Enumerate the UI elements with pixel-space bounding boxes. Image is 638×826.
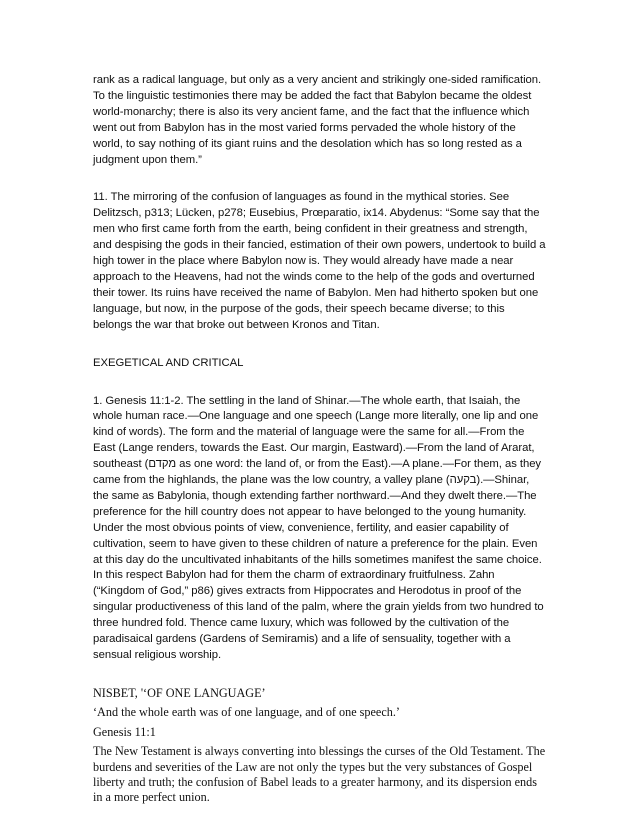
paragraph-genesis-11-1-2: 1. Genesis 11:1-2. The settling in the land of Shinar.—The whole earth, that Isaiah, the whole human race.—One language and one speech (Lange more literally, one lip and one kind of words). The form and the material of language were the same for all.—From the East (Lange renders, towards the East. Our margin, Eastward).—From the land of Ararat, southeast (מקדם as one word: the land of, or from the East).—A plane.—For them, as they came from the highlands, the plane was the low country, a valley plane (בקעה).—Shinar, the same as Babylonia, though extending farther northward.—And they dwelt there.—The preference for the hill country does not appear to have belonged to the young humanity. Under the most obvious points of view, convenience, fertility, and easier capability of cultivation, seem to have given to these children of nature a preference for the plain. Even at this day do the uncultivated inhabitants of the hills sometimes manifest the same choice. In this respect Babylon had for them the charm of extraordinary fruitfulness. Zahn (“Kingdom of God,” p86) gives extracts from Hippocrates and Herodotus in proof of the singular productiveness of this land of the palm, where the grain yields from two hundred to three hundred fold. Thence came luxury, which was followed by the cultivation of the paradisaical gardens (Gardens of Semiramis) and a life of sensuality, together with a sensual religious worship.	[93, 394, 544, 661]
scripture-reference: Genesis 11:1	[93, 724, 156, 739]
paragraph-mythical-stories: 11. The mirroring of the confusion of languages as found in the mythical stories. See Delitzsch, p313; Lücken, p278; Eusebius, Prœparatio, ix14. Abydenus: “Some say that the men who first came forth from the earth, being confident in their greatness and strength, and despising the gods in their fancied, estimation of their own powers, undertook to build a high tower in the place where Babylon now is. They would already have made a near approach to the Heavens, had not the winds come to the help of the gods and overturned their tower. Its ruins have received the name of Babylon. Men had hitherto spoken but one language, but now, in the purpose of the gods, their speech became diverse; to this belongs the war that broke out between Kronos and Titan.	[93, 191, 546, 331]
section-heading-nisbet: NISBET, '‘OF ONE LANGUAGE’	[93, 685, 266, 700]
section-heading-exegetical: EXEGETICAL AND CRITICAL	[93, 356, 244, 369]
scripture-quote: ‘And the whole earth was of one language, and of one speech.’	[93, 705, 400, 720]
paragraph-new-testament: The New Testament is always converting into blessings the curses of the Old Testament. The burdens and severities of the Law are not only the types but the very substances of Gospel liberty and truth; the confusion of Babel leads to a greater harmony, and its dispersion ends in a more perfect union.	[93, 744, 546, 805]
paragraph-babylon-fame: rank as a radical language, but only as a very ancient and strikingly one-sided ramification. To the linguistic testimonies there may be added the fact that Babylon became the oldest world-monarchy; there is also its very ancient fame, and the fact that the influence which went out from Babylon has in the most varied forms pervaded the whole history of the world, to say nothing of its giant ruins and the desolation which has so long rested as a judgment upon them.”	[93, 74, 542, 166]
